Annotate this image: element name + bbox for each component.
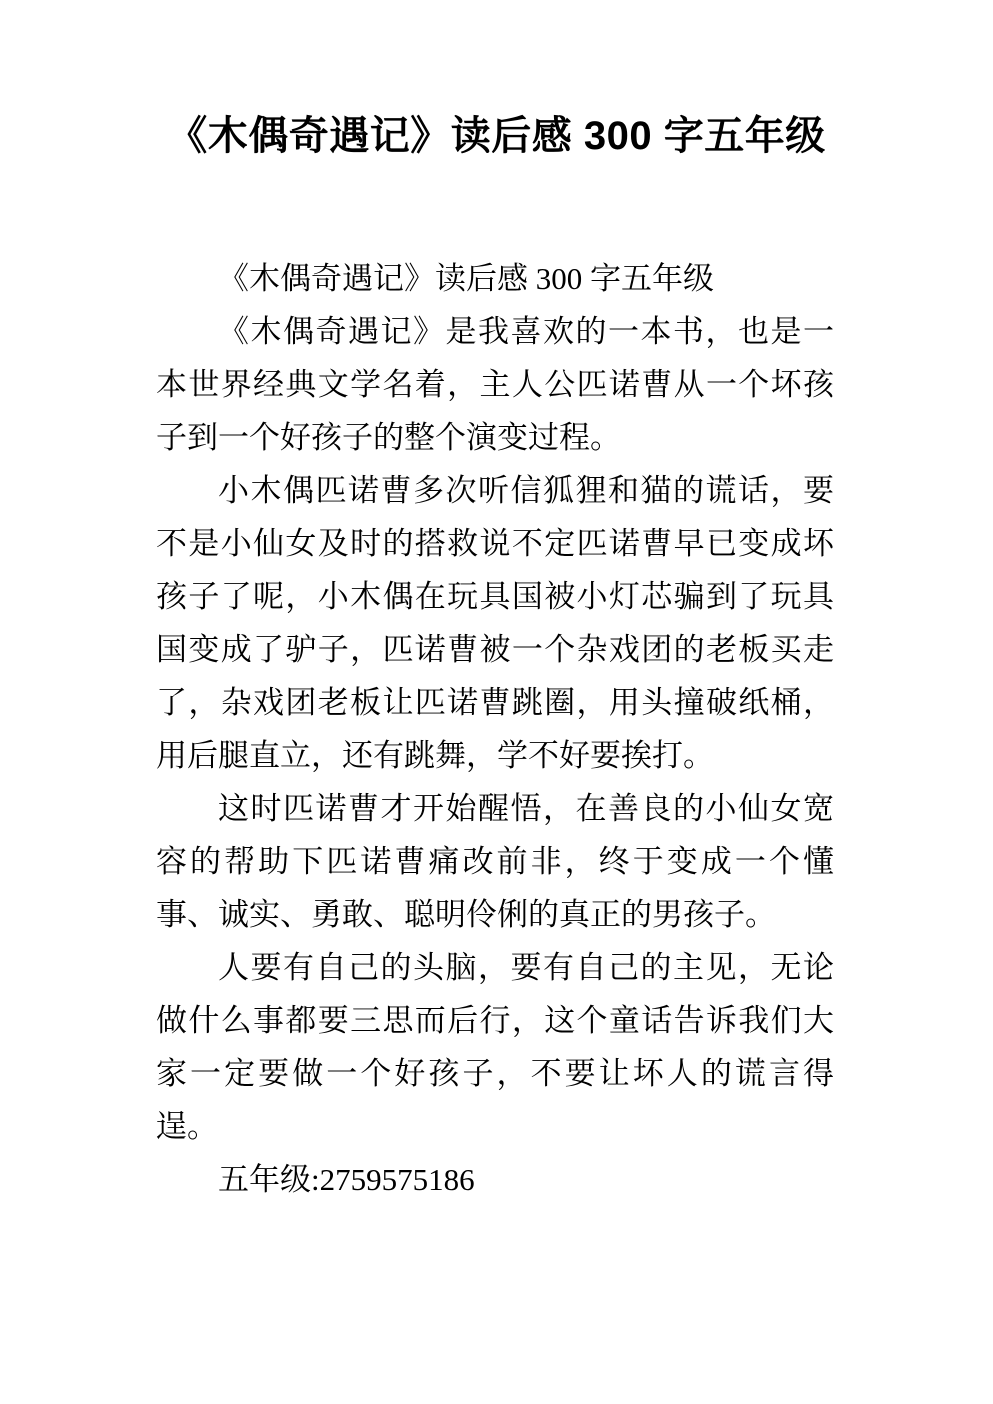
body-paragraph-story: 小木偶匹诺曹多次听信狐狸和猫的谎话，要不是小仙女及时的搭救说不定匹诺曹早已变成坏孩子了呢，小木偶在玩具国被小灯芯骗到了玩具国变成了驴子，匹诺曹被一个杂戏团的老板买走了，杂戏团老板让匹诺曹跳圈，用头撞破纸桶，用后腿直立，还有跳舞，学不好要挨打。: [156, 473, 834, 773]
body-paragraph-subtitle: 《木偶奇遇记》读后感 300 字五年级: [218, 261, 714, 296]
body-paragraph-moral: 人要有自己的头脑，要有自己的主见，无论做什么事都要三思而后行，这个童话告诉我们大家一定要做一个好孩子，不要让坏人的谎言得逞。: [156, 950, 834, 1144]
signature-line: 五年级:2759575186: [218, 1162, 475, 1197]
body-paragraph-awakening: 这时匹诺曹才开始醒悟，在善良的小仙女宽容的帮助下匹诺曹痛改前非，终于变成一个懂事、诚实、勇敢、聪明伶俐的真正的男孩子。: [156, 791, 834, 932]
page-title: 《木偶奇遇记》读后感 300 字五年级: [167, 114, 826, 158]
body-paragraph-intro: 《木偶奇遇记》是我喜欢的一本书，也是一本世界经典文学名着，主人公匹诺曹从一个坏孩子到一个好孩子的整个演变过程。: [156, 314, 834, 455]
document-body: [156, 252, 834, 1206]
